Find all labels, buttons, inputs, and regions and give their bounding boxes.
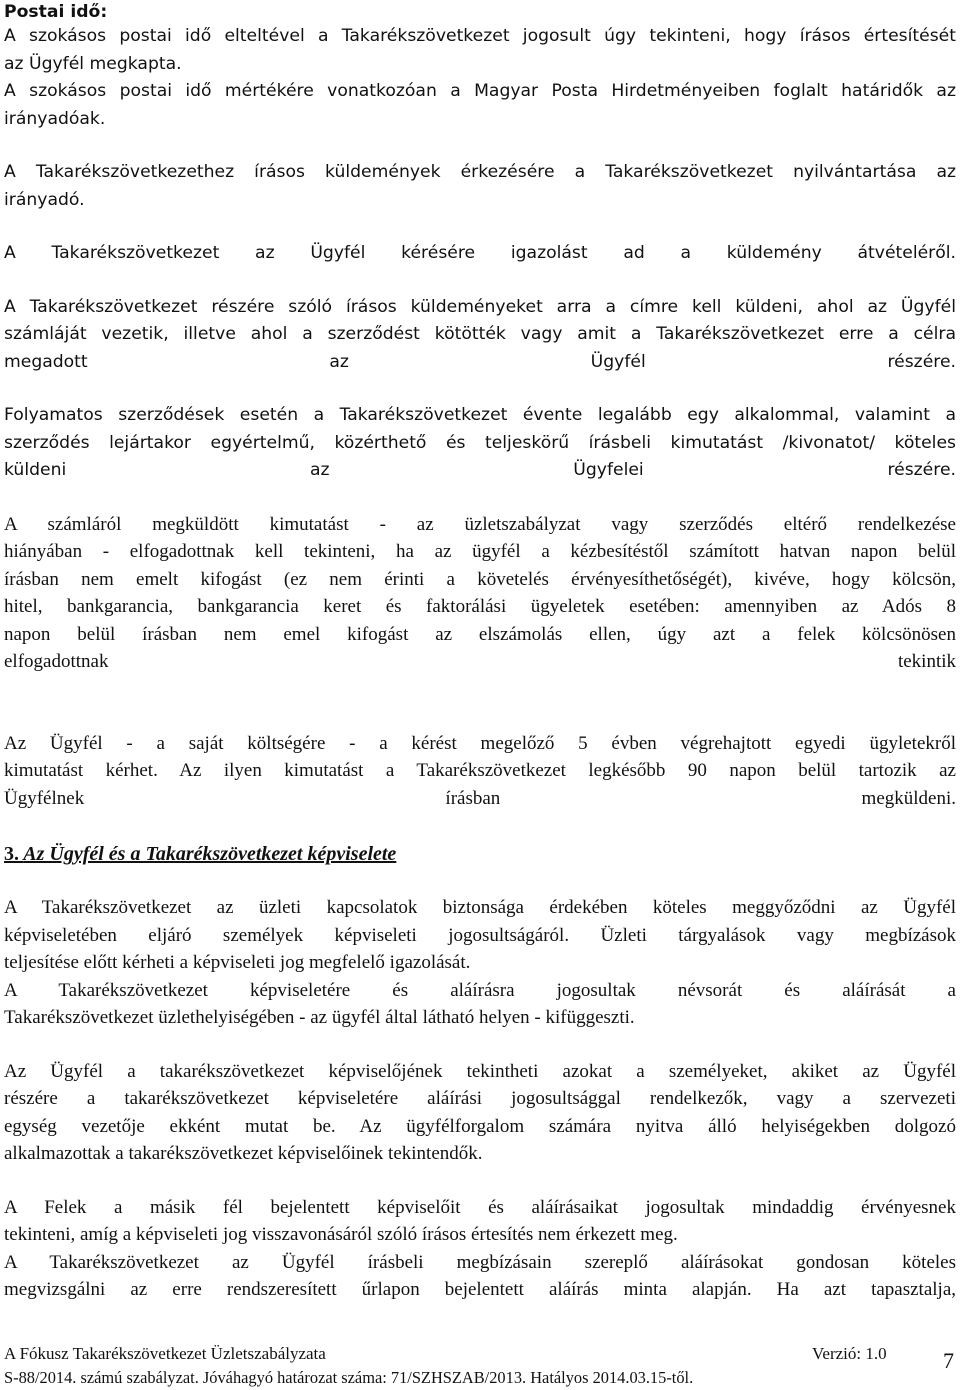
- text-line: Folyamatos szerződések esetén a Takarékszövetkezet évente legalább egy alkalommal, valamint a: [4, 405, 956, 425]
- text-line: A Takarékszövetkezethez írásos küldemények érkezésére a Takarékszövetkezet nyilvántartása az: [4, 162, 956, 182]
- paragraph-receipt: [4, 240, 956, 268]
- text-line: tekinteni, amíg a képviseleti jog visszavonásáról szóló írásos értesítés nem érkezett meg.: [4, 1224, 678, 1245]
- paragraph-objection: [4, 511, 956, 676]
- document-page: [4, 0, 956, 1304]
- text-line: képviseletében eljáró személyek képviseleti jogosultságáról. Üzleti tárgyalások vagy megbízások: [4, 924, 956, 946]
- text-line: hitel, bankgarancia, bankgarancia keret és faktorálási ügyeletek esetében: amennyiben az Adós 8: [4, 596, 956, 617]
- text-line: teljesítése előtt kérheti a képviseleti jog megfelelő igazolását.: [4, 952, 471, 973]
- paragraph-representation: [4, 894, 956, 1032]
- text-line: napon belül írásban nem emel kifogást az elszámolás ellen, úgy azt a felek kölcsönösen: [4, 623, 956, 645]
- footer-version: Verzió: 1.0: [812, 1344, 887, 1363]
- section-title: Az Ügyfél és a Takarékszövetkezet képviselete: [23, 843, 397, 865]
- text-line: megadott az Ügyfél részére.: [4, 351, 956, 372]
- text-line: A Takarékszövetkezet részére szóló írásos küldeményeket arra a címre kell küldeni, ahol az Ügyfél: [4, 296, 956, 317]
- postal-time-heading: Postai idő:: [4, 2, 108, 22]
- footer-approval: S-88/2014. számú szabályzat. Jóváhagyó határozat száma: 71/SZHSZAB/2013. Hatályos 2014.03.15-től.: [4, 1368, 694, 1387]
- text-line: A Takarékszövetkezet képviseletére és aláírásra jogosultak névsorát és aláírását a: [4, 979, 956, 1001]
- text-line: A Felek a másik fél bejelentett képviselőit és aláírásaikat jogosultak mindaddig érvényesnek: [4, 1196, 956, 1218]
- text-line: A Takarékszövetkezet az Ügyfél kérésére igazolást ad a küldemény átvételéről.: [4, 243, 956, 263]
- page-number: 7: [943, 1348, 954, 1373]
- text-line: A Takarékszövetkezet az Ügyfél írásbeli megbízásain szereplő aláírásokat gondosan köteles: [4, 1251, 956, 1273]
- text-line: küldeni az Ügyfelei részére.: [4, 460, 956, 480]
- text-line: számláját vezetik, illetve ahol a szerződést kötötték vagy amit a Takarékszövetkezet erre a célra: [4, 324, 956, 344]
- text-line: A számláról megküldött kimutatást - az üzletszabályzat vagy szerződés eltérő rendelkezése: [4, 513, 956, 535]
- text-line: részére a takarékszövetkezet képviseletére aláírási jogosultsággal rendelkezők, vagy a szervezeti: [4, 1088, 956, 1109]
- text-line: egység vezetője ekként mutat be. Az ügyfélforgalom számára nyitva álló helyiségekben dolgozó: [4, 1115, 956, 1137]
- text-line: szerződés lejártakor egyértelmű, közérthető és teljeskörű írásbeli kimutatást /kivonatot/ köteles: [4, 432, 956, 453]
- paragraph-representatives: [4, 1058, 956, 1168]
- text-line: A szokásos postai idő elteltével a Takarékszövetkezet jogosult úgy tekinteni, hogy írásos értesítését: [4, 26, 956, 46]
- text-line: írásban nem emelt kifogást (ez nem érinti a követelés érvényesíthetőségét), kivéve, hogy kölcsön,: [4, 568, 956, 590]
- text-line: A szokásos postai idő mértékére vonatkozóan a Magyar Posta Hirdetményeiben foglalt határidők az: [4, 81, 956, 101]
- section-number: 3.: [4, 843, 19, 865]
- text-line: az Ügyfél megkapta.: [4, 53, 182, 74]
- text-line: alkalmazottak a takarékszövetkezet képviselőinek tekintendők.: [4, 1143, 483, 1164]
- text-line: A Takarékszövetkezet az üzleti kapcsolatok biztonsága érdekében köteles meggyőződni az Ügyfél: [4, 897, 956, 918]
- paragraph-statements: [4, 402, 956, 485]
- paragraph-arrival: [4, 159, 956, 214]
- paragraph-address: [4, 294, 956, 377]
- text-line: Ügyfélnek írásban megküldeni.: [4, 787, 956, 809]
- footer-title: A Fókusz Takarékszövetkezet Üzletszabályzata: [4, 1344, 326, 1363]
- text-line: irányadó.: [4, 189, 85, 210]
- text-line: elfogadottnak tekintik: [4, 651, 956, 672]
- text-line: irányadóak.: [4, 108, 106, 129]
- text-line: megvizsgálni az erre rendszeresített űrlapon bejelentett aláírás minta alapján. Ha azt tapasztalja,: [4, 1279, 956, 1300]
- text-line: kimutatást kérhet. Az ilyen kimutatást a Takarékszövetkezet legkésőbb 90 napon belül tartozik az: [4, 760, 956, 781]
- postal-time-paragraph: [4, 23, 956, 133]
- text-line: Az Ügyfél - a saját költségére - a kérést megelőző 5 évben végrehajtott egyedi ügyletekről: [4, 732, 956, 754]
- paragraph-five-years: [4, 730, 956, 813]
- paragraph-signatures: [4, 1194, 956, 1304]
- text-line: hiányában - elfogadottnak kell tekinteni, ha az ügyfél a kézbesítéstől számított hatvan napon belül: [4, 541, 956, 562]
- section-heading: [4, 840, 956, 868]
- text-line: Takarékszövetkezet üzlethelyiségében - az ügyfél által látható helyen - kifüggeszti.: [4, 1007, 635, 1028]
- text-line: Az Ügyfél a takarékszövetkezet képviselőjének tekintheti azokat a személyeket, akiket az Ügyfél: [4, 1060, 956, 1082]
